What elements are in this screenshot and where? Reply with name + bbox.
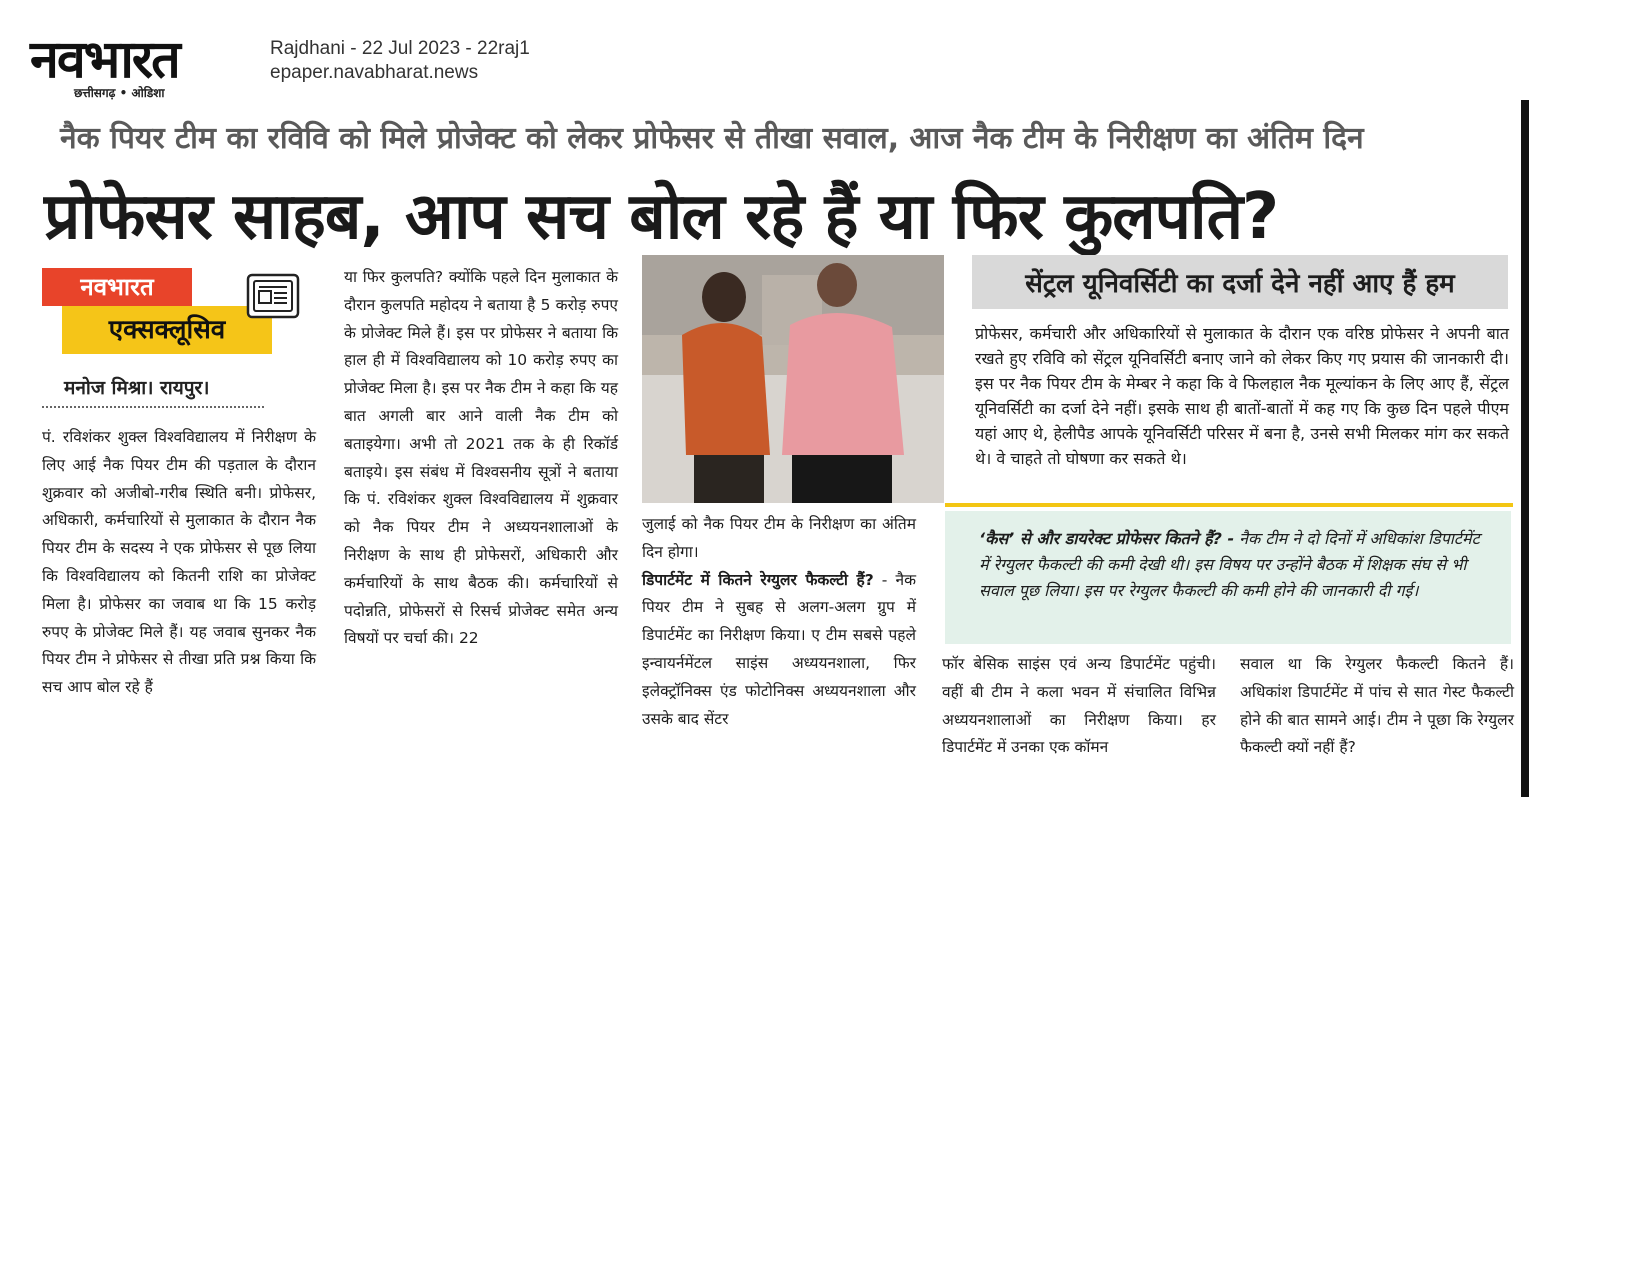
newspaper-icon [244, 272, 302, 320]
exclusive-badge [42, 268, 302, 378]
logo-subtitle: छत्तीसगढ़ • ओडिशा [74, 86, 165, 100]
photo-illustration [642, 255, 944, 503]
logo-wordmark: नवभारत [30, 30, 179, 90]
article-column-1: पं. रविशंकर शुक्ल विश्वविद्यालय में निरीक्षण के लिए आई नैक पियर टीम की पड़ताल के दौरान शुक्रवार को अजीबो-गरीब स्थिति बनी। प्रोफेसर, अधिकारी, कर्मचारियों से मुलाकात के दौरान नैक पियर टीम के सदस्य ने एक प्रोफेसर से पूछ लिया कि विश्वविद्यालय को कितनी राशि का प्रोजेक्ट मिला है। प्रोफेसर का जवाब था कि 15 करोड़ रुपए के प्रोजेक्ट मिले हैं। यह जवाब सुनकर नैक पियर टीम ने प्रोफेसर से तीखा प्रति प्रश्न किया कि सच आप बोल रहे हैं [42, 428, 316, 697]
note-text [979, 526, 1489, 604]
page-right-rule [1521, 100, 1529, 797]
article-headline: प्रोफेसर साहब, आप सच बोल रहे हैं या फिर कुलपति? [44, 180, 1279, 254]
article-photo [642, 255, 944, 503]
column-3-subhead: डिपार्टमेंट में कितने रेग्युलर फैकल्टी हैं? [642, 570, 874, 589]
article-column-5: सवाल था कि रेग्युलर फैकल्टी कितने हैं। अधिकांश डिपार्टमेंट में पांच से सात गेस्ट फैकल्टी होने की बात सामने आई। टीम ने पूछा कि रेग्युलर फैकल्टी क्यों नहीं हैं? [1240, 655, 1514, 757]
epaper-site: epaper.navabharat.news [270, 62, 479, 83]
sidebar-title: सेंट्रल यूनिवर्सिटी का दर्जा देने नहीं आए हैं हम [1025, 269, 1455, 299]
note-heading: ‘कैस’ से और डायरेक्ट प्रोफेसर कितने हैं? - [979, 529, 1235, 548]
edition-line: Rajdhani - 22 Jul 2023 - 22raj1 [270, 38, 530, 59]
badge-brand: नवभारत [42, 268, 192, 306]
article-kicker: नैक पियर टीम का रविवि को मिले प्रोजेक्ट को लेकर प्रोफेसर से तीखा सवाल, आज नैक टीम के निरीक्षण का अंतिम दिन [60, 121, 1364, 156]
article-column-2: या फिर कुलपति? क्योंकि पहले दिन मुलाकात के दौरान कुलपति महोदय ने बताया है 5 करोड़ रुपए के प्रोजेक्ट मिले हैं। इस पर प्रोफेसर ने बताया कि हाल ही में विश्वविद्यालय को 10 करोड़ रुपए का प्रोजेक्ट मिला है। इस पर नैक टीम ने कहा कि यह बात अगली बार आने वाली नैक टीम को बताइयेगा। अभी तो 2021 तक के ही रिकॉर्ड बताइये। इस संबंध में विश्वसनीय सूत्रों ने बताया कि पं. रविशंकर शुक्ल विश्वविद्यालय में शुक्रवार को नैक पियर टीम ने अध्ययनशालाओं के निरीक्षण के साथ ही प्रोफेसरों, अधिकारी और कर्मचारियों के साथ बैठक की। कर्मचारियों से पदोन्नति, प्रोफेसरों से रिसर्च प्रोजेक्ट समेत अन्य विषयों पर चर्चा की। 22 [344, 268, 618, 648]
badge-exclusive-label: एक्सक्लूसिव [62, 306, 272, 354]
sidebar-body: प्रोफेसर, कर्मचारी और अधिकारियों से मुलाकात के दौरान एक वरिष्ठ प्रोफेसर ने अपनी बात रखते हुए रविवि को सेंट्रल यूनिवर्सिटी बनाए जाने को लेकर किए गए प्रयास की जानकारी दी। इस पर नैक पियर टीम के मेम्बर ने कहा कि वे फिलहाल नैक मूल्यांकन के लिए आए हैं, सेंट्रल यूनिवर्सिटी का दर्जा देने नहीं। इसके साथ ही बातों-बातों में कह गए कि कुछ दिन पहले पीएम यहां आए थे, हेलीपैड आपके यूनिवर्सिटी परिसर में बना है, उनसे सभी मिलकर मांग कर सकते थे। वे चाहते तो घोषणा कर सकते थे। [975, 324, 1509, 468]
note-box [945, 511, 1511, 644]
note-body: नैक टीम ने दो दिनों में अधिकांश डिपार्टमेंट में रेग्युलर फैकल्टी की कमी देखी थी। इस विषय पर उन्होंने बैठक में शिक्षक संघ से भी सवाल पूछ लिया। इस पर रेग्युलर फैकल्टी की कमी होने की जानकारी दी गई। [979, 529, 1480, 600]
byline-divider [42, 406, 264, 408]
newspaper-logo [24, 30, 254, 100]
column-3-intro: जुलाई को नैक पियर टीम के निरीक्षण का अंतिम दिन होगा। [642, 515, 916, 561]
sidebar-title-bar [972, 255, 1508, 309]
sidebar-divider [945, 503, 1513, 507]
column-3-body: - नैक पियर टीम ने सुबह से अलग-अलग ग्रुप में डिपार्टमेंट का निरीक्षण किया। ए टीम सबसे पहले इन्वायर्नमेंटल साइंस अध्ययनशाला, फिर इलेक्ट्रॉनिक्स एंड फोटोनिक्स अध्ययनशाला और उसके बाद सेंटर [642, 570, 916, 728]
article-column-4: फॉर बेसिक साइंस एवं अन्य डिपार्टमेंट पहुंची। वहीं बी टीम ने कला भवन में संचालित विभिन्न अध्ययनशालाओं का निरीक्षण किया। हर डिपार्टमेंट में उनका एक कॉमन [942, 655, 1216, 757]
article-column-3 [642, 511, 916, 733]
byline: मनोज मिश्रा। रायपुर। [64, 377, 210, 399]
